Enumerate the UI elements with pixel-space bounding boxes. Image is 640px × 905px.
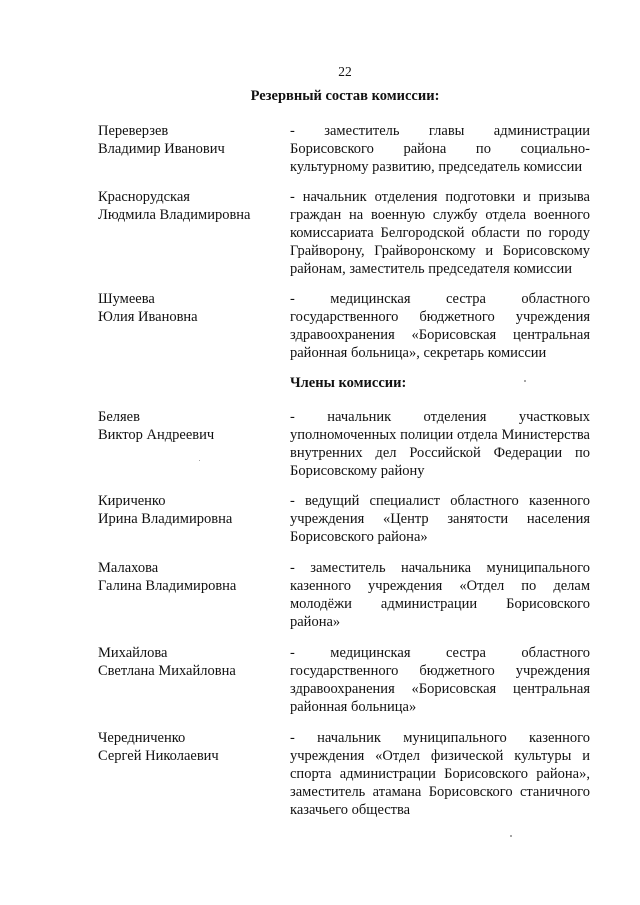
person-name: [98, 188, 283, 224]
person-role: - медицинская сестра областного государственного бюджетного учреждения здравоохранения «Борисовская центральная районная больница», секретарь комиссии: [290, 291, 590, 361]
given-names: Владимир Иванович: [98, 141, 225, 157]
surname: Шумеева: [98, 291, 155, 307]
given-names: Виктор Андреевич: [98, 427, 215, 443]
page-number: 22: [338, 64, 352, 79]
surname: Чередниченко: [98, 730, 186, 746]
person-role: - заместитель главы администрации Борисовского района по социально-культурному развитию, председатель комиссии: [290, 123, 590, 175]
surname: Краснорудская: [98, 189, 190, 205]
person-role: - заместитель начальника муниципального казенного учреждения «Отдел по делам молодёжи администрации Борисовского района»: [290, 560, 590, 630]
person-role: - начальник отделения подготовки и призыва граждан на военную службу отдела военного комиссариата Белгородской области по городу Грайворону, Грайворонскому и Борисовскому районам, заместитель председателя комиссии: [290, 189, 590, 277]
surname: Переверзев: [98, 123, 169, 139]
surname: Михайлова: [98, 645, 168, 661]
members-heading: Члены комиссии:: [290, 375, 407, 391]
person-name: [98, 122, 283, 158]
person-name: [98, 408, 283, 444]
person-role: - ведущий специалист областного казенного учреждения «Центр занятости населения Борисовского района»: [290, 493, 590, 545]
person-role: - начальник отделения участковых уполномоченных полиции отдела Министерства внутренних дел Российской Федерации по Борисовскому району: [290, 409, 590, 479]
person-name: [98, 492, 283, 528]
given-names: Юлия Ивановна: [98, 309, 198, 325]
given-names: Ирина Владимировна: [98, 511, 233, 527]
scan-speck: [199, 460, 200, 461]
person-role: - медицинская сестра областного государственного бюджетного учреждения здравоохранения «Борисовская центральная районная больница»: [290, 645, 590, 715]
surname: Беляев: [98, 409, 140, 425]
given-names: Галина Владимировна: [98, 578, 237, 594]
given-names: Людмила Владимировна: [98, 207, 251, 223]
given-names: Светлана Михайловна: [98, 663, 236, 679]
person-name: [98, 644, 283, 680]
surname: Кириченко: [98, 493, 166, 509]
scan-speck: [510, 835, 512, 837]
person-role: - начальник муниципального казенного учреждения «Отдел физической культуры и спорта администрации Борисовского района», заместитель атамана Борисовского станичного казачьего общества: [290, 730, 590, 818]
given-names: Сергей Николаевич: [98, 748, 219, 764]
surname: Малахова: [98, 560, 159, 576]
person-name: [98, 559, 283, 595]
person-name: [98, 290, 283, 326]
reserve-heading: Резервный состав комиссии:: [250, 88, 440, 104]
scan-speck: [524, 380, 526, 382]
person-name: [98, 729, 283, 765]
